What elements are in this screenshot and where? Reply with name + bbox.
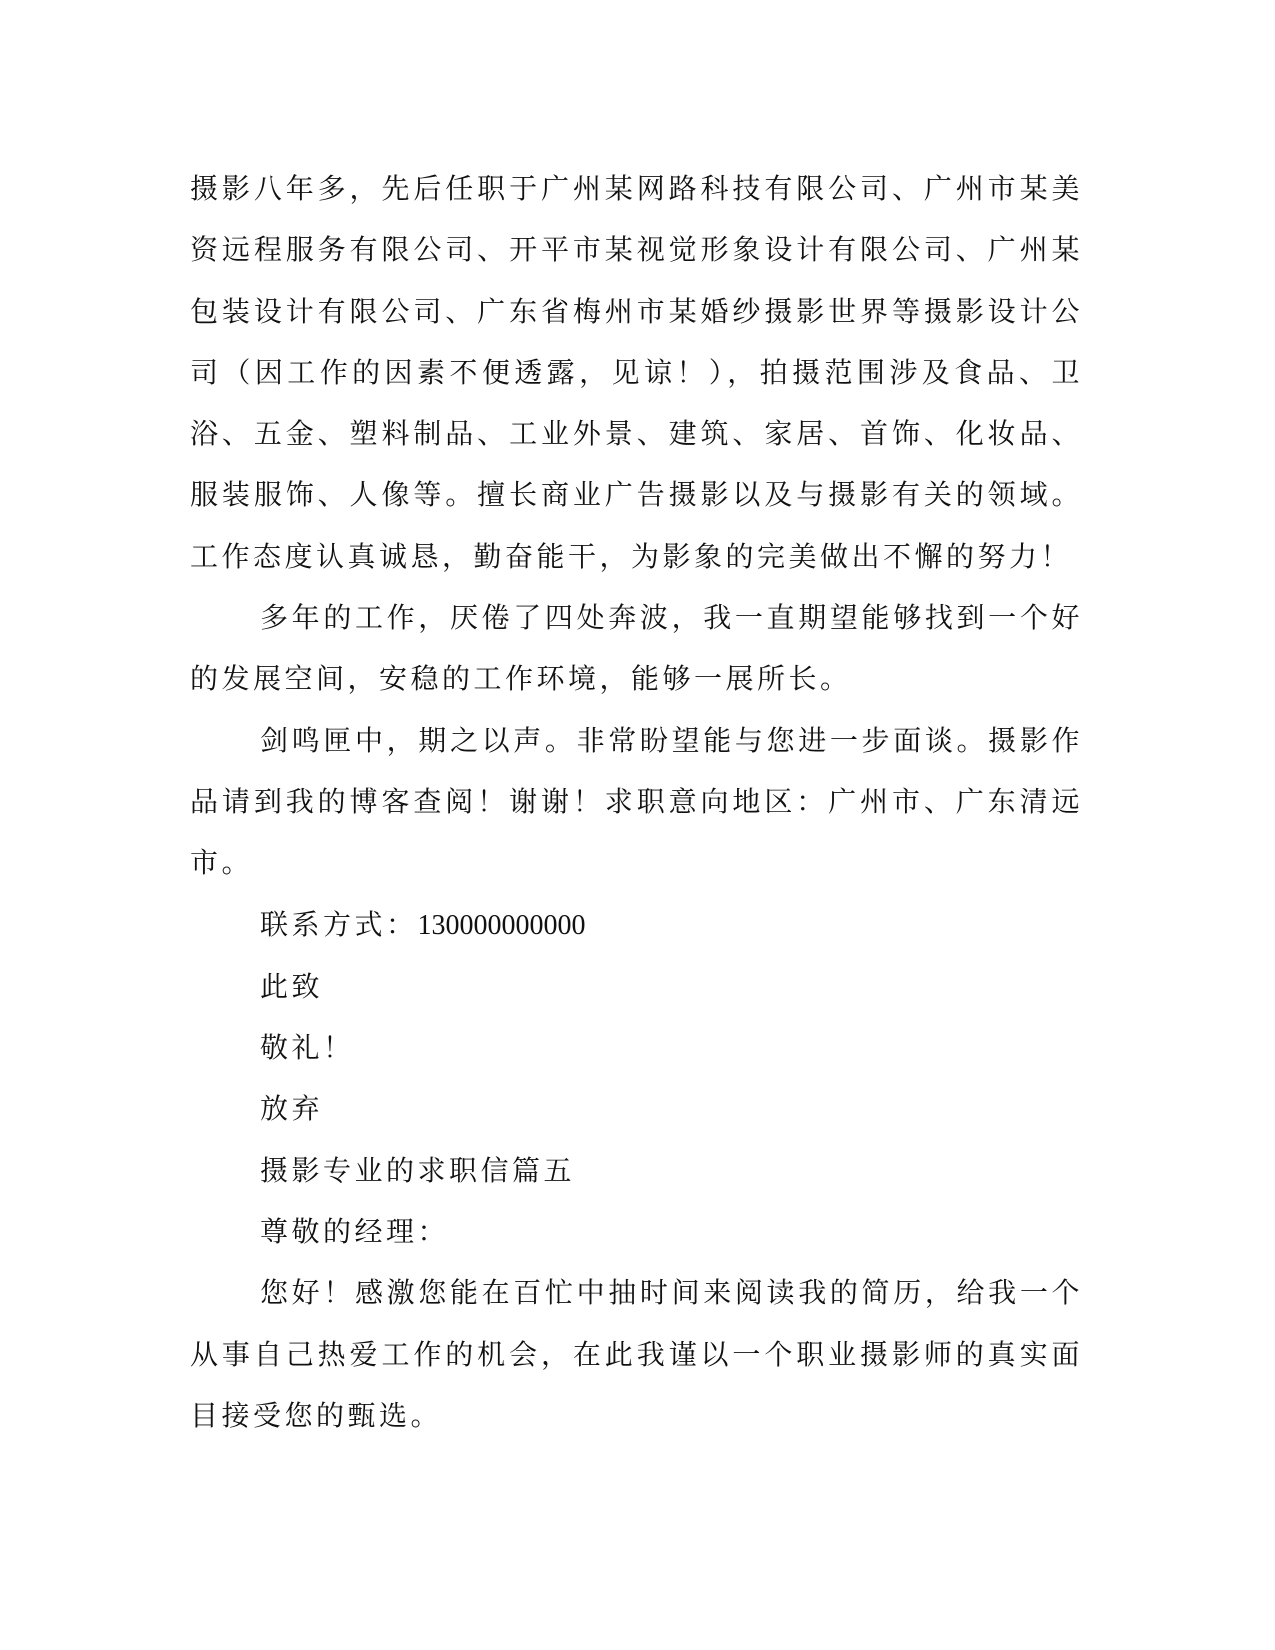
- salutation-line-1: 此致: [260, 969, 324, 1003]
- paragraph-contact: [190, 894, 1083, 956]
- paragraph-hope: 多年的工作，厌倦了四处奔波，我一直期望能够找到一个好的发展空间，安稳的工作环境，能够一展所长。: [190, 601, 1083, 696]
- paragraph-opening: 您好！感激您能在百忙中抽时间来阅读我的简历，给我一个从事自己热爱工作的机会，在此我谨以一个职业摄影师的真实面目接受您的甄选。: [190, 1276, 1083, 1432]
- salutation-line-2: 敬礼！: [260, 1031, 355, 1065]
- greeting-line: 尊敬的经理：: [260, 1215, 450, 1249]
- signature-line: 放弃: [260, 1092, 324, 1126]
- paragraph-closing-request: 剑鸣匣中，期之以声。非常盼望能与您进一步面谈。摄影作品请到我的博客查阅！谢谢！求职意向地区：广州市、广东清远市。: [190, 723, 1083, 880]
- paragraph-experience: 摄影八年多，先后任职于广州某网路科技有限公司、广州市某美资远程服务有限公司、开平市某视觉形象设计有限公司、广州某包装设计有限公司、广东省梅州市某婚纱摄影世界等摄影设计公司（因工作的因素不便透露，见谅！），拍摄范围涉及食品、卫浴、五金、塑料制品、工业外景、建筑、家居、首饰、化妆品、服装服饰、人像等。擅长商业广告摄影以及与摄影有关的领域。工作态度认真诚恳，勤奋能干，为影象的完美做出不懈的努力！: [190, 172, 1083, 573]
- contact-label: 联系方式：: [260, 907, 418, 941]
- letter-body: [190, 158, 1083, 1446]
- section-title: 摄影专业的求职信篇五: [260, 1153, 576, 1187]
- contact-phone: 130000000000: [417, 909, 586, 941]
